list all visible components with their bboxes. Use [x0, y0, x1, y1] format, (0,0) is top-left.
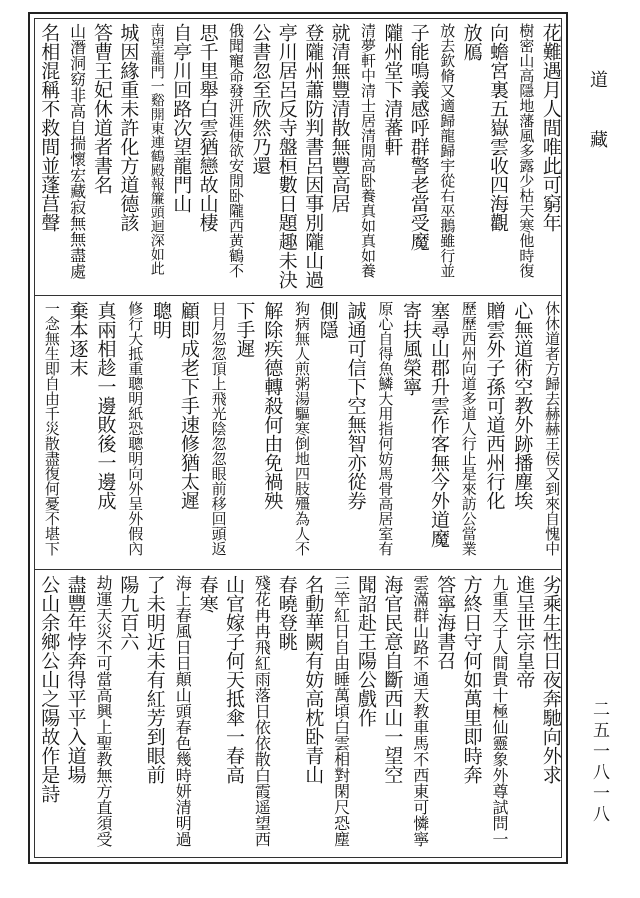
text-column: 清夢軒中清士居清閒高卧養真如真如養 — [359, 23, 377, 278]
text-column: 劣乘生性日夜奔馳向外求 — [539, 575, 562, 784]
text-column: 聞詔赴王陽公戲作 — [355, 575, 377, 727]
text-column: 思千里舉白雲猶戀故山棲 — [196, 23, 219, 232]
text-column: 名相混稱不救間並蓬莒聲 — [38, 23, 61, 232]
text-column: 亭川居呂反寺盤桓數日題趣未決 — [275, 23, 298, 289]
text-column: 殘花冉冉飛紅雨落日依依散白霞遥望西 — [252, 575, 272, 847]
panel-divider — [35, 569, 561, 570]
text-column: 公書忽至欣然乃還 — [249, 23, 272, 175]
page-frame — [28, 12, 568, 864]
text-column: 棄本逐末 — [66, 301, 89, 377]
text-column: 寄扶風榮寧 — [400, 301, 423, 396]
text-column: 自亭川回路次望龍門山 — [170, 23, 193, 213]
text-column: 一念無生即自由千災散盡復何憂不堪下 — [42, 301, 61, 556]
text-column: 九重天子人間貴十極仙靈象外尊試問一 — [490, 575, 509, 847]
text-column: 下手遲 — [233, 301, 256, 358]
text-column: 放鴈 — [460, 23, 483, 61]
text-column: 陽九百六 — [117, 575, 140, 651]
page-frame-inner — [34, 18, 562, 858]
text-column: 三竿紅日自由睡萬頃白雲相對閑尺恐塵 — [331, 575, 351, 847]
text-column: 答寧海書召 — [434, 575, 457, 670]
text-column: 公山余鄉公山之陽故作是詩 — [38, 575, 61, 803]
text-column: 盡豐年悖奔得平平入道場 — [64, 575, 87, 784]
text-column: 登隴州蕭防判書呂因事別隴山過 — [302, 23, 325, 289]
text-column: 隴州堂下清蕃軒 — [381, 23, 404, 156]
text-column: 子能鳴義感呼群警老當受魔 — [407, 23, 430, 251]
text-column: 山潛洞窈非高自揣懷宏藏寂無無盡處 — [67, 23, 87, 279]
text-panel-middle — [35, 297, 561, 567]
text-column: 修行大抵重聰明紙恐聰明向外呈外假內 — [126, 301, 145, 556]
text-column: 花難遇月人間唯此可窮年 — [539, 23, 562, 232]
text-column: 春寒 — [196, 575, 219, 613]
text-column: 春曉登眺 — [275, 575, 298, 651]
text-column: 狗病無人煎粥湯驅寒倒地四肢殭為人不 — [293, 301, 311, 556]
text-column: 向蟾宮裏五嶽雲收四海觀 — [487, 23, 509, 232]
text-column: 樹密山高隱地藩風多露少枯天寒他時復 — [517, 23, 536, 278]
text-column: 山官嫁子何天抵傘一春高 — [223, 575, 245, 784]
text-column: 聰明 — [150, 301, 173, 339]
text-column: 休休道者方歸去赫赫王侯又到來自愧中 — [543, 301, 562, 556]
margin-title-zang: 藏 — [587, 130, 608, 148]
text-column: 顧即成老下手速修猶太遲 — [177, 301, 200, 510]
text-column: 塞尋山郡升雲作客無今外道魔 — [427, 301, 450, 548]
text-column: 南望龍門一谿開東連鶴殿報簾頭迴深如此 — [148, 23, 165, 275]
text-column: 進呈世宗皇帝 — [513, 575, 536, 689]
text-column: 答曹王妃休道者書名 — [91, 23, 113, 194]
text-column: 贈雲外子孫可道西州行化 — [483, 301, 506, 510]
text-column: 名動華闕有妨高枕卧青山 — [302, 575, 325, 784]
text-column: 就清無豐清散無豐高居 — [328, 23, 351, 213]
margin-title-dao: 道 — [587, 70, 608, 88]
text-column: 方終日守何如萬里即時奔 — [460, 575, 483, 784]
text-column: 了未明近未有紅芳到眼前 — [143, 575, 166, 784]
text-column: 真兩相趁一邊敗後一邊成 — [94, 301, 117, 510]
text-column: 劫運天災不可當高興上聖教無方直須受 — [94, 575, 113, 847]
text-column: 城因緣重未許化方道德該 — [117, 23, 140, 232]
text-column: 原心自得魚鱗大用指何妨馬骨高居室有 — [376, 301, 395, 556]
text-column: 雲滿群山路不通天教車馬不西東可憐寧 — [410, 575, 430, 847]
text-column: 心無道術空教外跡播塵埃 — [511, 301, 534, 510]
text-column: 俄聞寵命發汧涯便欲安閒卧隴西黄鶴不 — [227, 23, 245, 278]
text-column: 海上春風日日顛山頭春色幾時妍清明過 — [173, 575, 193, 847]
text-column: 誠通可信下空無智亦從券 — [344, 301, 367, 510]
text-column: 海官民意自斷西山一望空 — [381, 575, 404, 784]
text-column: 解除疾德轉殺何由免禍殃 — [261, 301, 284, 510]
text-column: 側隱 — [316, 301, 339, 339]
text-panel-bottom — [35, 571, 561, 859]
text-column: 歷歷西州向道多道人行止是來訪公當業 — [459, 301, 478, 556]
text-column: 日月忽忽頂上飛光陰忽忽眼前移回頭返 — [209, 301, 228, 556]
panel-divider — [35, 295, 561, 296]
text-panel-top — [35, 19, 561, 293]
page-number: 二五一八一八 — [589, 700, 609, 826]
text-column: 放去欽脩又適歸龍歸宇從右巫鵝雖行並 — [438, 23, 457, 278]
